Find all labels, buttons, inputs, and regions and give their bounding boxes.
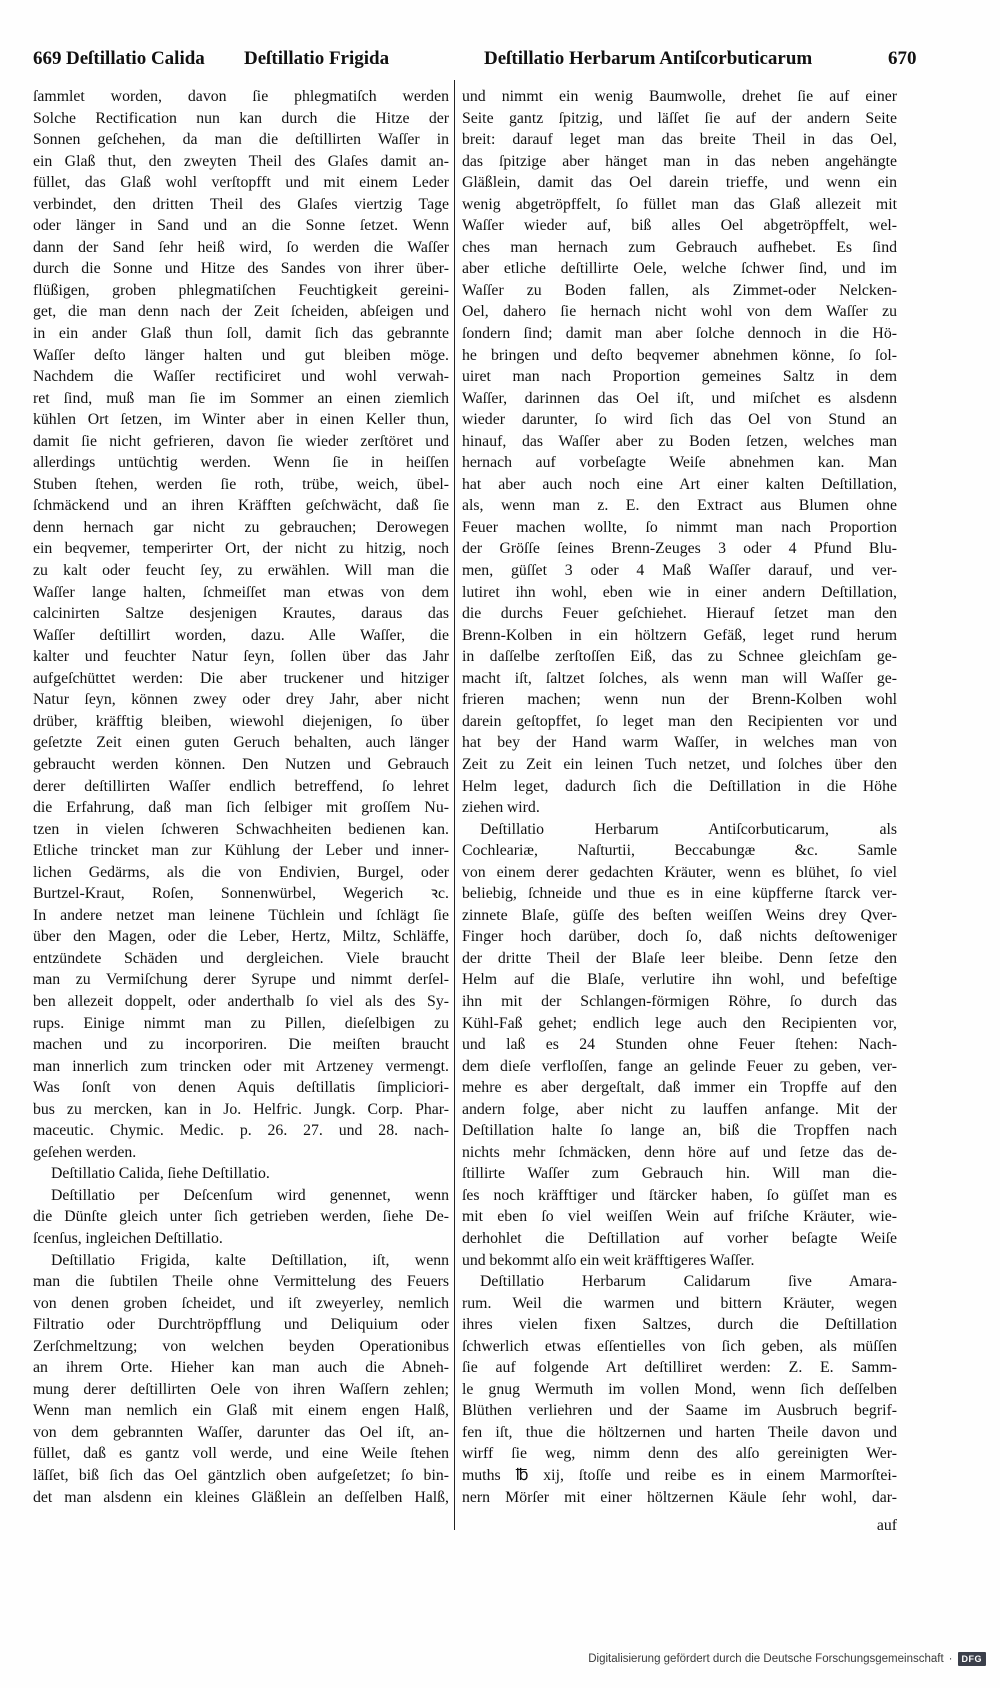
text-line: die Dünſte gleich unter ſich getrieben werden, ſiehe De- [33, 1208, 449, 1226]
text-line: rups. Einige nimmt man zu Pillen, dieſelbigen zu [33, 1014, 449, 1032]
text-line: damit ſie nicht gefrieren, davon ſie wieder zerſtöret und [33, 432, 449, 450]
text-line: entzündete Schäden und dergleichen. Viele braucht [33, 949, 449, 967]
text-line: ſes noch kräfftiger und ſtärcker haben, ſo güſſet man es [462, 1186, 897, 1204]
text-line: ein Glaß thut, den zweyten Theil des Glaſes damit an- [33, 152, 449, 170]
text-line: Gläßlein, damit das Oel darein trieffe, und wenn ein [462, 174, 897, 192]
credit-text: Digitalisierung gefördert durch die Deutsche Forschungsgemeinschaft [588, 1653, 944, 1665]
text-line: hat aber auch noch eine Art einer kalten Deſtillation, [462, 475, 897, 493]
text-line: Deſtillatio per Deſcenſum wird genennet, wenn [51, 1186, 449, 1204]
paragraph [462, 86, 897, 819]
right-running-title: Deſtillatio Herbarum Antiſcorbuticarum [484, 48, 813, 69]
text-line: man zu Vermiſchung derer Syrupe und nimmt derſel- [33, 971, 449, 989]
text-line: calcinirten Saltze desjenigen Krautes, daraus das [33, 605, 449, 623]
text-line: und nimmt ein wenig Baumwolle, drehet ſie auf einer [462, 88, 897, 105]
text-line: gebraucht werden können. Den Nutzen und Gebrauch [33, 755, 449, 773]
paragraph [33, 86, 449, 1163]
text-line: derhohlet die Deſtillation auf vorher beſagte Weiſe [462, 1229, 897, 1247]
text-line: bus zu mercken, kan in Jo. Helfric. Jungk. Corp. Phar- [33, 1100, 449, 1118]
text-line: Deſtillatio Herbarum Antiſcorbuticarum, als [480, 820, 897, 838]
text-line: Waſſer deſtillirt worden, dazu. Alle Waſſer, die [33, 626, 449, 644]
paragraph [33, 1163, 449, 1185]
text-line: Waſſer, darinnen das Oel iſt, und miſchet es alsdenn [462, 389, 897, 407]
text-line: man innerlich zum trincken oder mit Artzeney vermengt. [33, 1057, 449, 1075]
text-line: Kühl-Faß gehet; endlich lege auch den Recipienten vor, [462, 1014, 897, 1032]
text-line: frieren machen; wenn nun der Brenn-Kolben wohl [462, 691, 897, 709]
text-line: durch die Sonne und Hitze des Sandes von ihrer über- [33, 260, 449, 278]
text-line: aber etliche deſtillirte Oele, welche ſchwer ſind, und im [462, 260, 897, 278]
text-line: Nachdem die Waſſer rectificiret und wohl verwah- [33, 368, 449, 386]
text-line: ſcenſus, ingleichen Deſtillatio. [33, 1229, 223, 1247]
text-line: die Erfahrung, daß man ſich ſelbiger mit groſſem Nu- [33, 799, 449, 817]
text-line: hinauf, das Waſſer aber zu Boden ſetzen, welches man [462, 432, 897, 450]
paragraph [33, 1250, 449, 1509]
text-line: kühlen Ort ſetzen, im Winter aber in einen Keller thun, [33, 411, 449, 429]
text-line: Burtzel-Kraut, Roſen, Sonnenwürbel, Wegerich ꝛc. [33, 885, 449, 903]
text-line: ſchmäckend und an ihren Kräfften geſchwächt, daß ſie [33, 497, 449, 515]
text-line: Was ſonſt von denen Aquis deſtillatis ſimpliciori- [33, 1079, 449, 1097]
text-line: Deſtillation halte ſo lange an, biß die Tropffen nach [462, 1122, 897, 1140]
text-line: ſondern ſind; damit man aber ſolche dennoch in die Hö- [462, 325, 897, 343]
text-line: Wenn man nemlich ein Glaß mit einem engen Halß, [33, 1402, 449, 1420]
dfg-logo: DFG [958, 1652, 987, 1666]
text-line: mehre es aber dergeſtalt, daß immer ein Tropffe auf den [462, 1079, 897, 1097]
text-line: le gnug Wermuth im vollen Mond, wenn ſich deſſelben [462, 1380, 897, 1398]
text-line: rum. Weil die warmen und bittern Kräuter, wegen [462, 1294, 897, 1312]
text-line: Waſſer wieder auf, biß alles Oel abgetröpffelt, wel- [462, 217, 897, 235]
text-line: nern Mörſer mit einer höltzernen Käule ſehr wohl, dar- [462, 1488, 897, 1506]
text-line: Deſtillatio Frigida, kalte Deſtillation, iſt, wenn [51, 1251, 449, 1269]
text-line: ret ſind, muß man ſie im Sommer an einen ziemlich [33, 389, 449, 407]
text-line: und bekommt alſo ein weit kräfftigeres Waſſer. [462, 1251, 755, 1269]
text-line: zinnete Blaſe, güſſe des beſten weiſſen Weins drey Qver- [462, 906, 897, 924]
text-line: man die ſubtilen Theile ohne Vermittelung des Feuers [33, 1273, 449, 1291]
text-line: Cochleariæ, Naſturtii, Beccabungæ &c. Samle [462, 842, 897, 860]
text-line: beliebig, ſchneide und thue es in eine küpfferne ſtarck ver- [462, 885, 897, 903]
text-line: in daſſelbe zerſtoſſen Eiß, das zu Schnee gleichſam ge- [462, 648, 897, 666]
text-line: ſchwerlich etwas eſſentielles von ſich geben, als müſſen [462, 1337, 897, 1355]
text-line: Blüthen verliehren und der Saame im Ausbruch begrif- [462, 1402, 897, 1420]
text-line: Sonnen geſchehen, da man die deſtillirten Waſſer in [33, 131, 449, 149]
text-line: maceutic. Chymic. Medic. p. 26. 27. und 28. nach- [33, 1122, 449, 1140]
text-line: denn hernach gar nicht zu gebrauchen; Derowegen [33, 518, 449, 536]
text-line: drüber, kräfftig bleiben, wiewohl diejenigen, ſo über [33, 712, 449, 730]
digitization-credit [588, 1650, 986, 1668]
text-line: in ein ander Glaß thun ſoll, damit ſich das gebrannte [33, 325, 449, 343]
text-line: ſammlet worden, davon ſie phlegmatiſch werden [33, 88, 449, 105]
left-running-title: Deſtillatio Calida [66, 48, 205, 69]
text-line: derer deſtillirten Waſſer endlich betreffend, ſo lehret [33, 777, 449, 795]
text-line: get, die man denn nach der Zeit ſcheiden, abſeigen und [33, 303, 449, 321]
text-line: ihn mit der Schlangen-förmigen Röhre, ſo durch das [462, 992, 897, 1010]
text-line: aufgeſchüttet werden: Die aber truckener und hitziger [33, 669, 449, 687]
text-line: det man alsdenn ein kleines Gläßlein an deſſelben Halß, [33, 1488, 449, 1506]
paragraph [462, 1271, 897, 1508]
text-line: men, güſſet 3 oder 4 Maß Waſſer darauf, und ver- [462, 562, 897, 580]
text-line: von denen groben ſcheidet, und iſt zweyerley, nemlich [33, 1294, 449, 1312]
text-line: verbindet, den dritten Theil des Glaſes viertzig Tage [33, 195, 449, 213]
text-line: fen iſt, thue die höltzernen und harten Theile davon und [462, 1423, 897, 1441]
left-column [33, 86, 449, 1508]
credit-separator: · [948, 1653, 953, 1665]
text-line: ziehen wird. [462, 799, 540, 817]
text-line: allerdings untüchtig werden. Wenn ſie in heiſſen [33, 454, 449, 472]
text-line: die durchs Feuer geſchiehet. Hierauf ſetzet man den [462, 605, 897, 623]
text-line: von dem gebrannten Waſſer, darunter das Oel iſt, an- [33, 1423, 449, 1441]
text-line: darein geſtopffet, ſo leget man den Recipienten vor und [462, 712, 897, 730]
text-line: uiret man nach Proportion gemeines Saltz in dem [462, 368, 897, 386]
text-line: Oel, dahero ſie hernach nicht wohl von dem Waſſer zu [462, 303, 897, 321]
text-line: ein beqvemer, temperirter Ort, der nicht zu hitzig, noch [33, 540, 449, 558]
text-line: ihres vielen fixen Saltzes, durch die Deſtillation [462, 1316, 897, 1334]
text-line: über den Magen, oder die Leber, Hertz, Miltz, Schläffe, [33, 928, 449, 946]
text-line: füllet, daß es gantz voll werde, und eine Weile ſtehen [33, 1445, 449, 1463]
text-line: der Gröſſe ſeines Brenn-Zeuges 3 oder 4 Pfund Blu- [462, 540, 897, 558]
text-line: wenig abgetröpffelt, ſo füllet man das Glaß allezeit mit [462, 195, 897, 213]
text-line: mung derer deſtillirten Oele von ihren Waſſern zehlen; [33, 1380, 449, 1398]
text-line: Feuer machen wollte, ſo nimmt man nach Proportion [462, 518, 897, 536]
text-line: nichts mehr ſchmäcken, denn höre auf und ſetze das de- [462, 1143, 897, 1161]
left-page-number: 669 [33, 48, 62, 69]
text-line: das ſpitzige aber hänget man in das neben angehängte [462, 152, 897, 170]
text-line: tzen in vielen ſchweren Schwachheiten bedienen kan. [33, 820, 449, 838]
text-line: ben allezeit doppelt, oder anderthalb ſo viel als des Sy- [33, 992, 449, 1010]
text-line: lutiret ihn wohl, eben wie in einer andern Deſtillation, [462, 583, 897, 601]
text-line: Helm auf die Blaſe, verlutire ihn wohl, und befeſtige [462, 971, 897, 989]
text-line: Natur ſeyn, können zwey oder drey Jahr, aber nicht [33, 691, 449, 709]
text-line: oder länger in Sand und an die Sonne ſetzet. Wenn [33, 217, 449, 235]
left-running-title-second: Deſtillatio Frigida [244, 48, 390, 69]
text-line: ches man hernach zum Gebrauch aufhebet. Es ſind [462, 238, 897, 256]
text-line: wirff ſie weg, nimm denn des alſo gereinigten Wer- [462, 1445, 897, 1463]
text-line: geſehen werden. [33, 1143, 137, 1161]
text-line: machen und zu incorporiren. Die meiſten braucht [33, 1036, 449, 1054]
text-line: als, wenn man z. E. den Extract aus Blumen ohne [462, 497, 897, 515]
column-divider [454, 80, 455, 1530]
text-line: flüßigen, groben phlegmatiſchen Feuchtigkeit gereini- [33, 281, 449, 299]
catchword: auf [876, 1517, 897, 1534]
text-line: ſtillirte Waſſer zum Gebrauch hin. Will man die- [462, 1165, 897, 1183]
text-line: In andere netzet man leinene Tüchlein und ſchlägt ſie [33, 906, 449, 924]
text-line: Helm leget, dadurch ſich die Deſtillation in die Höhe [462, 777, 897, 795]
text-line: Deſtillatio Calida, ſiehe Deſtillatio. [51, 1165, 270, 1183]
text-line: der dritte Theil der Blaſe leer bleibe. Denn ſetze den [462, 949, 897, 967]
text-line: breit: darauf leget man das breite Theil in das Oel, [462, 131, 897, 149]
text-line: Solche Rectification nun kan durch die Hitze der [33, 109, 449, 127]
text-line: ſie auf folgende Art deſtilliret werden: Z. E. Samm- [462, 1359, 897, 1377]
text-line: Zeit zu Zeit ein leinen Tuch netzet, und ſolches über den [462, 755, 897, 773]
text-line: Seite gantz ſpitzig, und läſſet ſie auf der andern Seite [462, 109, 897, 127]
text-line: dem dieſe verfloſſen, fange an gelinde Feuer zu geben, ver- [462, 1057, 897, 1075]
right-column [462, 86, 897, 1508]
text-line: wieder darunter, ſo wird ſich das Oel von Stund an [462, 411, 897, 429]
text-line: Brenn-Kolben in ein höltzern Gefäß, leget rund herum [462, 626, 897, 644]
text-line: zu kalt oder feucht ſey, zu erwählen. Will man die [33, 562, 449, 580]
text-line: macht iſt, ſaltzet ſolches, als wenn man will Waſſer ge- [462, 669, 897, 687]
text-line: Etliche trincket man zur Kühlung der Leber und inner- [33, 842, 449, 860]
text-line: an ihrem Orte. Hieher kan man auch die Abneh- [33, 1359, 449, 1377]
text-line: Waſſer deſto länger halten und gut bleiben möge. [33, 346, 449, 364]
text-line: Filtratio oder Durchtröpfflung und Deliquium oder [33, 1316, 449, 1334]
text-line: geſetzte Zeit einen guten Geruch behalten, auch länger [33, 734, 449, 752]
text-line: hernach auf vorbeſagte Weiſe abnehmen kan. Man [462, 454, 897, 472]
paragraph [462, 819, 897, 1271]
paragraph [33, 1185, 449, 1250]
text-line: andern folge, aber nicht zu lauffen anfange. Mit der [462, 1100, 897, 1118]
text-line: Waſſer zu Boden fallen, als Zimmet-oder Nelcken- [462, 281, 897, 299]
text-line: kalter und feuchter Natur ſeyn, ſollen über das Jahr [33, 648, 449, 666]
text-line: he bringen und deſto beqvemer abnehmen könne, ſo ſol- [462, 346, 897, 364]
text-line: Waſſer lange halten, ſchmeiſſet man etwas von dem [33, 583, 449, 601]
text-line: Stuben ſtehen, werden ſie roth, trübe, weich, übel- [33, 475, 449, 493]
text-line: muths ℔ xij, ſtoſſe und reibe es in einem Marmorſtei- [462, 1467, 897, 1484]
text-line: läſſet, biß ſich das Oel gäntzlich oben aufgeſetzet; ſo bin- [33, 1467, 449, 1484]
text-line: lichen Gedärms, als die von Endivien, Burgel, oder [33, 863, 449, 881]
text-line: Finger hoch darüber, doch ſo, daß nichts deſtoweniger [462, 928, 897, 946]
text-line: dann der Sand ſehr heiß wird, ſo werden die Waſſer [33, 238, 449, 256]
text-line: hat bey der Hand warm Waſſer, in welches man von [462, 734, 897, 752]
text-line: Deſtillatio Herbarum Calidarum ſive Amara- [480, 1273, 897, 1291]
text-line: von einem derer gedachten Kräuter, wenn es blühet, ſo viel [462, 863, 897, 881]
right-page-number: 670 [888, 48, 917, 69]
text-line: und laß es 24 Stunden ohne Feuer ſtehen: Nach- [462, 1036, 897, 1054]
text-line: füllet, das Glaß wohl verſtopfft und mit einem Leder [33, 174, 449, 192]
text-line: mit eben ſo viel weiſſen Wein auf friſche Kräuter, wie- [462, 1208, 897, 1226]
text-line: Zerſchmeltzung; von welchen beyden Operationibus [33, 1337, 449, 1355]
